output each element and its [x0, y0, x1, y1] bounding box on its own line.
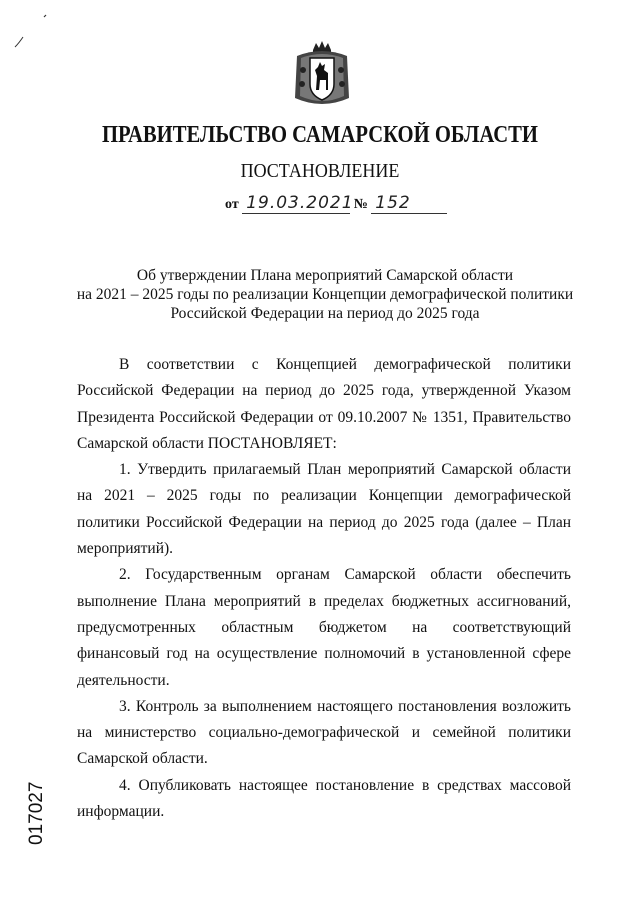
number-prefix: №	[353, 197, 368, 212]
subject-line: Российской Федерации на период до 2025 года	[170, 305, 480, 322]
number-value: 152	[371, 193, 447, 214]
date-value: 19.03.2021	[242, 193, 350, 214]
item-2-paragraph: 2. Государственным органам Самарской области обеспечить выполнение Плана мероприятий в пределах бюджетных ассигнований, предусмотренных областным бюджетом на соответствующий финансовый год на осуществление полномочий в установленной сфере деятельности.	[77, 566, 571, 689]
coat-of-arms-emblem	[291, 40, 353, 110]
government-title: ПРАВИТЕЛЬСТВО САМАРСКОЙ ОБЛАСТИ	[101, 122, 538, 148]
item-3-paragraph: 3. Контроль за выполнением настоящего постановления возложить на министерство социально-демографической и семейной политики Самарской области.	[77, 697, 571, 768]
side-registration-number	[26, 757, 56, 847]
document-type: ПОСТАНОВЛЕНИЕ	[240, 160, 400, 182]
date-number-line	[225, 193, 447, 214]
date-prefix: от	[225, 197, 239, 212]
item-4-paragraph: 4. Опубликовать настоящее постановление в средствах массовой информации.	[77, 776, 571, 821]
subject-line: на 2021 – 2025 годы по реализации Концепции демографической политики	[76, 286, 574, 303]
item-1-paragraph: 1. Утвердить прилагаемый План мероприятий Самарской области на 2021 – 2025 годы по реализации Концепции демографической политики Российской Федерации на период до 2025 года (далее – План мероприятий).	[77, 461, 571, 558]
side-number-text: 017027	[26, 781, 47, 845]
document-body	[77, 352, 571, 825]
preamble-paragraph: В соответствии с Концепцией демографической политики Российской Федерации на период до 2025 года, утвержденной Указом Президента Российской Федерации от 09.10.2007 № 1351, Правительство Самарской области ПОСТАНОВЛЯЕТ:	[77, 356, 571, 452]
document-subject	[70, 266, 580, 323]
subject-line: Об утверждении Плана мероприятий Самарской области	[136, 267, 514, 284]
